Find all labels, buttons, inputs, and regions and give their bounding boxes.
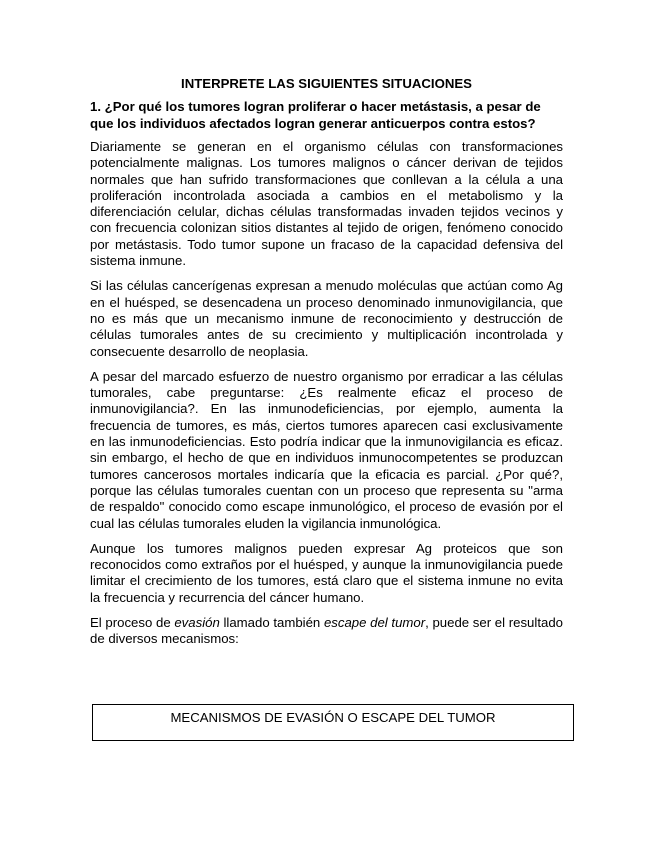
page-heading: INTERPRETE LAS SIGUIENTES SITUACIONES [181,76,472,91]
paragraph-5-text-a: El proceso de [90,615,175,631]
paragraph-3: A pesar del marcado esfuerzo de nuestro organismo por erradicar a las células tumorales, cabe preguntarse: ¿Es realmente eficaz el proceso de inmunovigilancia?. En las inmunodeficiencias, por ejemplo, aumenta la frecuencia de tumores, es más, ciertos tumores aparecen casi exclusivamente en las inmunodeficiencias. Esto podría indicar que la inmunovigilancia es eficaz. sin embargo, el hecho de que en individuos inmunocompetentes se produzcan tumores cancerosos mortales indicaría que la eficacia es parcial. ¿Por qué?, porque las células tumorales cuentan con un proceso que representa su "arma de respaldo" conocido como escape inmunológico, el proceso de evasión por el cual las células tumorales eluden la vigilancia inmunológica. [90,368,563,531]
paragraph-5-text-b: llamado también [219,615,324,631]
paragraph-2: Si las células cancerígenas expresan a menudo moléculas que actúan como Ag en el huésped, se desencadena un proceso denominado inmunovigilancia, que no es más que un mecanismo inmune de reconocimiento y destrucción de células tumorales antes de su crecimiento y multiplicación incontrolada y consecuente desarrollo de neoplasia. [90,278,563,359]
paragraph-5-text-c: , puede ser el resultado de diversos mecanismos: [90,615,563,647]
question-1: 1. ¿Por qué los tumores logran proliferar o hacer metástasis, a pesar de que los individuos afectados logran generar anticuerpos contra estos? [90,99,541,131]
paragraph-1: Diariamente se generan en el organismo células con transformaciones potencialmente malignas. Los tumores malignos o cáncer derivan de tejidos normales que han sufrido transformaciones que conllevan a la célula a una proliferación incontrolada asociada a cambios en el metabolismo y la diferenciación celular, dichas células transformadas invaden tejidos vecinos y con frecuencia colonizan sitios distantes al tejido de origen, fenómeno conocido por metástasis. Todo tumor supone un fracaso de la capacidad defensiva del sistema inmune. [90,139,563,269]
paragraph-5-italic-escape: escape del tumor [323,615,426,631]
paragraph-4: Aunque los tumores malignos pueden expresar Ag proteicos que son reconocidos como extraños por el huésped, y aunque la inmunovigilancia puede limitar el crecimiento de los tumores, está claro que el sistema inmune no evita la frecuencia y recurrencia del cáncer humano. [90,540,563,605]
document-page [90,76,563,657]
paragraph-5-italic-evasion: evasión [174,615,220,631]
mechanisms-box: MECANISMOS DE EVASIÓN O ESCAPE DEL TUMOR [92,704,574,741]
paragraph-5 [90,615,563,648]
